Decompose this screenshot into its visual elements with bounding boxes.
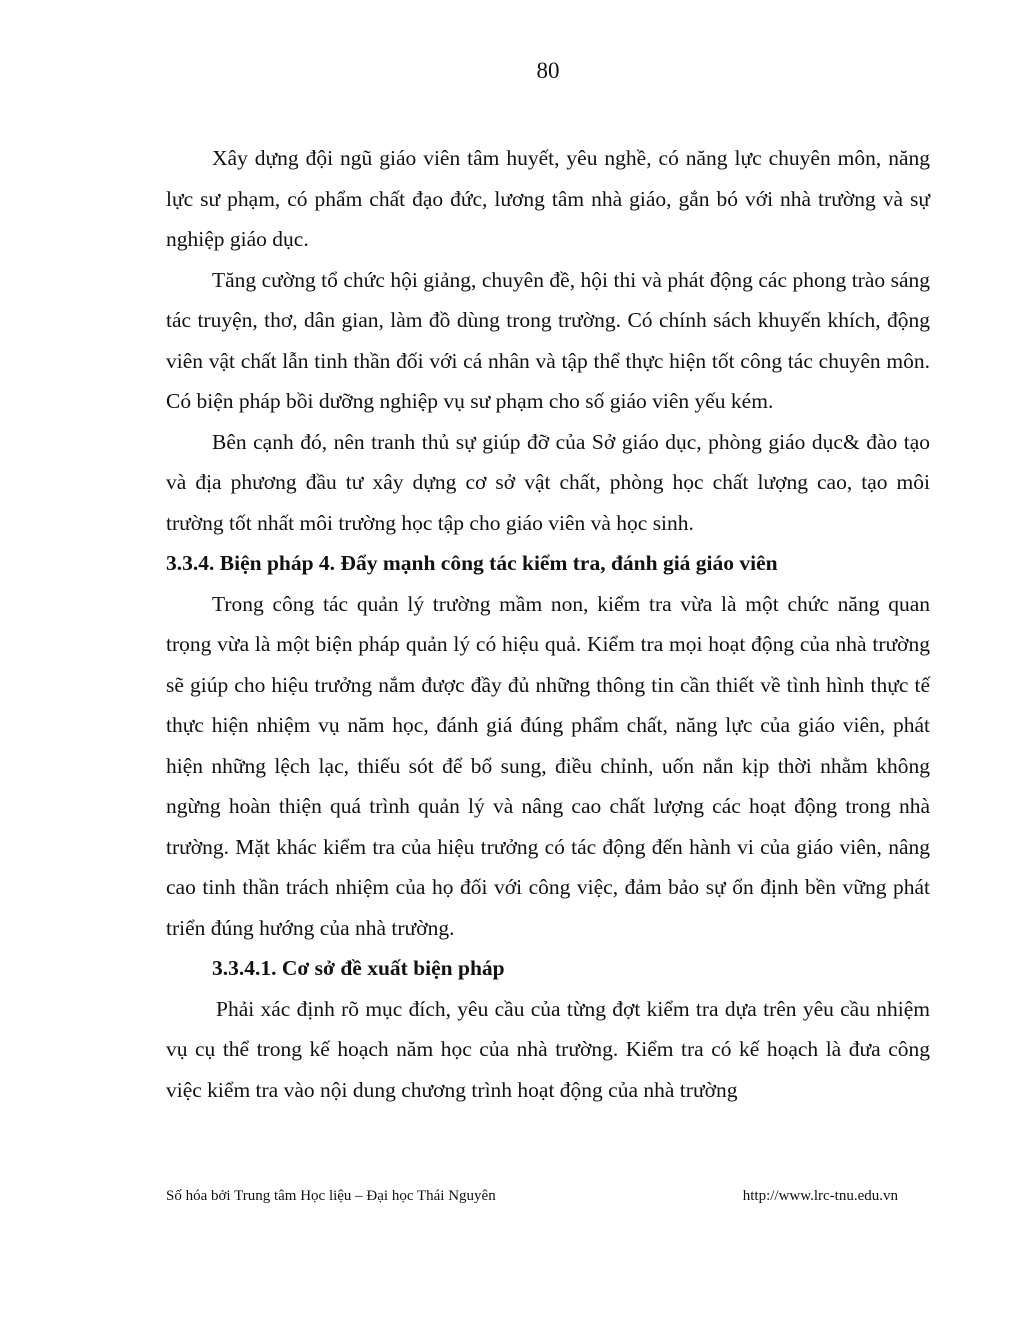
- paragraph-4: Trong công tác quản lý trường mầm non, kiểm tra vừa là một chức năng quan trọng vừa là một biện pháp quản lý có hiệu quả. Kiểm tra mọi hoạt động của nhà trường sẽ giúp cho hiệu trưởng nắm được đầy đủ những thông tin cần thiết về tình hình thực tế thực hiện nhiệm vụ năm học, đánh giá đúng phẩm chất, năng lực của giáo viên, phát hiện những lệch lạc, thiếu sót để bổ sung, điều chỉnh, uốn nắn kịp thời nhằm không ngừng hoàn thiện quá trình quản lý và nâng cao chất lượng các hoạt động trong nhà trường. Mặt khác kiểm tra của hiệu trưởng có tác động đến hành vi của giáo viên, nâng cao tinh thần trách nhiệm của họ đối với công việc, đảm bảo sự ổn định bền vững phát triển đúng hướng của nhà trường.: [166, 591, 930, 940]
- footer-url[interactable]: http://www.lrc-tnu.edu.vn: [742, 1188, 898, 1204]
- page-footer: [166, 1188, 898, 1205]
- section-heading-3-3-4: 3.3.4. Biện pháp 4. Đẩy mạnh công tác kiểm tra, đánh giá giáo viên: [166, 551, 778, 575]
- paragraph-5: Phải xác định rõ mục đích, yêu cầu của từng đợt kiểm tra dựa trên yêu cầu nhiệm vụ cụ thể trong kế hoạch năm học của nhà trường. Kiểm tra có kế hoạch là đưa công việc kiểm tra vào nội dung chương trình hoạt động của nhà trường: [166, 996, 930, 1102]
- paragraph-2: Tăng cường tổ chức hội giảng, chuyên đề, hội thi và phát động các phong trào sáng tác truyện, thơ, dân gian, làm đồ dùng trong trường. Có chính sách khuyến khích, động viên vật chất lẫn tinh thần đối với cá nhân và tập thể thực hiện tốt công tác chuyên môn. Có biện pháp bồi dưỡng nghiệp vụ sư phạm cho số giáo viên yếu kém.: [166, 267, 930, 413]
- paragraph-3: Bên cạnh đó, nên tranh thủ sự giúp đỡ của Sở giáo dục, phòng giáo dục& đào tạo và địa phương đầu tư xây dựng cơ sở vật chất, phòng học chất lượng cao, tạo môi trường tốt nhất môi trường học tập cho giáo viên và học sinh.: [166, 429, 930, 535]
- document-body: [166, 138, 930, 1110]
- paragraph-1: Xây dựng đội ngũ giáo viên tâm huyết, yêu nghề, có năng lực chuyên môn, năng lực sư phạm, có phẩm chất đạo đức, lương tâm nhà giáo, gắn bó với nhà trường và sự nghiệp giáo dục.: [166, 146, 930, 251]
- subsection-heading-3-3-4-1: 3.3.4.1. Cơ sở đề xuất biện pháp: [212, 956, 505, 980]
- page-number: 80: [536, 58, 560, 83]
- footer-source-text: Số hóa bởi Trung tâm Học liệu – Đại học Thái Nguyên: [166, 1188, 496, 1204]
